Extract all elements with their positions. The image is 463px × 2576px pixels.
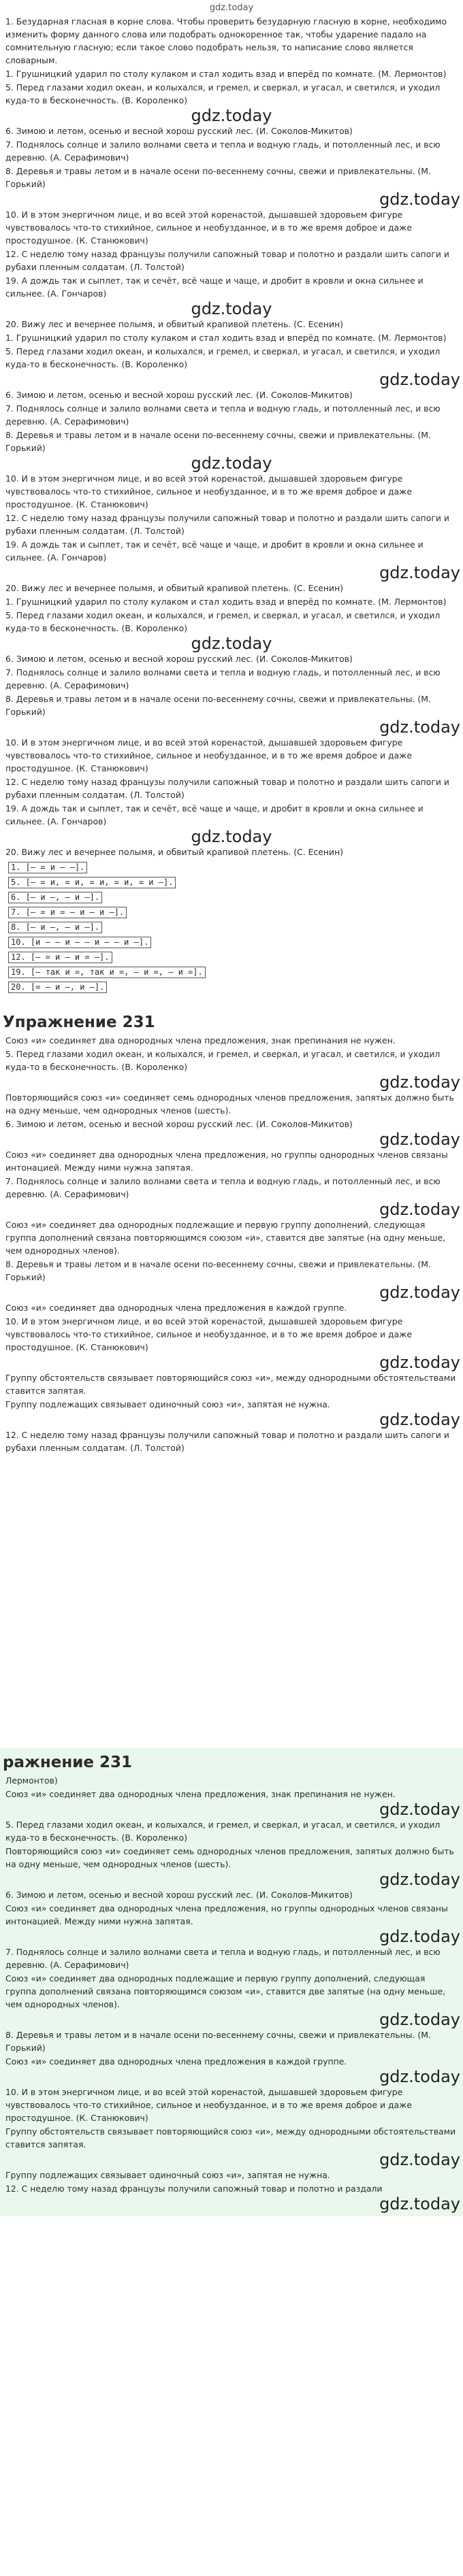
paragraph: 1. Грушницкий ударил по столу кулаком и стал ходить взад и вперёд по комнате. (М. Лермонтов) [5,333,447,343]
paragraph: 1. Грушницкий ударил по столу кулаком и стал ходить взад и вперёд по комнате. (М. Лермонтов) [5,69,447,79]
scheme-line [8,920,455,935]
watermark: gdz.today [191,827,272,846]
paragraph: Группу подлежащих связывает одиночный союз «и», запятая не нужна. [5,1399,330,1409]
paragraph: 12. С неделю тому назад французы получили сапожный товар и полотно и раздали шить сапоги и рубахи пленным солдатам. (Л. Толстой) [5,1430,449,1453]
paragraph: Союз «и» соединяет два однородных члена предложения в каждой группе. [5,1303,347,1313]
watermark: gdz.today [379,2010,460,2029]
watermark: gdz.today [379,1283,460,1302]
paragraph: Союз «и» соединяет два однородных члена предложения в каждой группе. [5,2056,347,2067]
explanations-list [3,1034,460,1454]
watermark: gdz.today [379,563,460,582]
watermark: gdz.today [191,106,272,125]
paragraph: 20. Вижу лес и вечернее полымя, и обвитый крапивой плетень. (С. Есенин) [5,847,344,857]
scheme-box: 8. [— и —, — и —]. [8,922,102,933]
paragraph: Союз «и» соединяет два однородных члена предложения, но группы однородных членов связаны интонацией. Между ними нужна запятая. [5,1903,448,1926]
scheme-line [8,890,455,905]
watermark: gdz.today [379,190,460,209]
scheme-box: 10. [и — — и — — и — — и —]. [8,937,151,948]
paragraph: 7. Поднялось солнце и залило волнами света и тепла и водную гладь, и потолленный лес, и всю деревню. (А. Серафимович) [5,139,441,163]
section-explanations [0,1034,463,1748]
paragraph: 1. Безударная гласная в корне слова. Чтобы проверить безударную гласную в корне, необходимо изменить форму данного слова или подобрать однокоренное так, чтобы ударение падало на сомнительную гласную; если такое слово подобрать нельзя, то написание слово является словарным. [5,16,447,65]
paragraph: 7. Поднялось солнце и залило волнами света и тепла и водную гладь, и потолленный лес, и всю деревню. (А. Серафимович) [5,403,441,426]
watermark: gdz.today [379,370,460,389]
paragraph: Лермонтов) [5,1775,58,1786]
paragraph: 10. И в этом энергичном лице, и во всей этой коренастой, дышавшей здоровьем фигуре чувствовалось что-то стихийное, сильное и необузданное, и в то же время доброе и даже простодушное. (К. Станюкович) [5,1316,412,1352]
paragraph: Союз «и» соединяет два однородных члена предложения, знак препинания не нужен. [5,1789,396,1799]
paragraph: 8. Деревья и травы летом и в начале осени по-весеннему сочны, свежи и привлекательны. (М. Горький) [5,2030,431,2053]
watermark: gdz.today [191,299,272,318]
paragraph: 6. Зимою и летом, осенью и весной хорош русский лес. (И. Соколов-Микитов) [5,654,353,664]
paragraph: 6. Зимою и летом, осенью и весной хорош русский лес. (И. Соколов-Микитов) [5,390,353,400]
schemes-list [3,858,460,996]
paragraph: 10. И в этом энергичном лице, и во всей этой коренастой, дышавшей здоровьем фигуре чувствовалось что-то стихийное, сильное и необузданное, и в то же время доброе и даже простодушное. (К. Станюкович) [5,473,412,509]
paragraph: Повторяющийся союз «и» соединяет семь однородных членов предложения, запятых должно быть на одну меньше, чем однородных членов (шесть). [5,1092,454,1116]
paragraph: 20. Вижу лес и вечернее полымя, и обвитый крапивой плетень. (С. Есенин) [5,583,344,593]
scheme-line [8,950,455,965]
paragraph: 5. Перед глазами ходил океан, и колыхался, и гремел, и сверкал, и угасал, и светился, и уходил куда-то в бесконечность. (В. Короленко) [5,1820,441,1843]
explanations-repeat-list [3,1774,460,2213]
paragraph: Союз «и» соединяет два однородных подлежащие и первую группу дополнений, следующая группа дополнений связана повторяющимся союзом «и», ставится две запятые (на одну меньше, чем однородных членов). [5,1973,446,2009]
scheme-line [8,875,455,890]
answers-list [3,15,460,858]
section-answers [0,15,463,1008]
scheme-line [8,935,455,950]
paragraph: Группу обстоятельств связывает повторяющийся союз «и», между однородными обстоятельствами ставится запятая. [5,2126,456,2150]
paragraph: 5. Перед глазами ходил океан, и колыхался, и гремел, и сверкал, и угасал, и светился, и уходил куда-то в бесконечность. (В. Короленко) [5,82,441,105]
scheme-box: 12. [— = и — и = —]. [8,952,112,963]
watermark: gdz.today [191,454,272,473]
paragraph: 10. И в этом энергичном лице, и во всей этой коренастой, дышавшей здоровьем фигуре чувствовалось что-то стихийное, сильное и необузданное, и в то же время доброе и даже простодушное. (К. Станюкович) [5,210,412,246]
watermark: gdz.today [379,718,460,737]
paragraph: 12. С неделю тому назад французы получили сапожный товар и полотно и раздали шить сапоги и рубахи пленным солдатам. (Л. Толстой) [5,777,449,800]
scheme-box: 20. [= — и —, и —]. [8,982,107,993]
paragraph: 19. А дождь так и сыплет, так и сечёт, всё чаще и чаще, и дробит в кровли и окна сильнее и сильнее. (А. Гончаров) [5,539,424,563]
watermark: gdz.today [379,1800,460,1819]
paragraph: 7. Поднялось солнце и залило волнами света и тепла и водную гладь, и потолленный лес, и всю деревню. (А. Серафимович) [5,1947,441,1970]
paragraph: 6. Зимою и летом, осенью и весной хорош русский лес. (И. Соколов-Микитов) [5,126,353,136]
paragraph: Повторяющийся союз «и» соединяет семь однородных членов предложения, запятых должно быть на одну меньше, чем однородных членов (шесть). [5,1846,454,1869]
paragraph: 7. Поднялось солнце и залило волнами света и тепла и водную гладь, и потолленный лес, и всю деревню. (А. Серафимович) [5,667,441,690]
paragraph: 1. Грушницкий ударил по столу кулаком и стал ходить взад и вперёд по комнате. (М. Лермонтов) [5,597,447,607]
paragraph: Группу обстоятельств связывает повторяющийся союз «и», между однородными обстоятельствами ставится запятая. [5,1373,456,1396]
watermark: gdz.today [379,1200,460,1219]
paragraph: Союз «и» соединяет два однородных подлежащие и первую группу дополнений, следующая группа дополнений связана повторяющимся союзом «и», ставится две запятые (на одну меньше, чем однородных членов). [5,1220,446,1256]
paragraph: 6. Зимою и летом, осенью и весной хорош русский лес. (И. Соколов-Микитов) [5,1119,353,1129]
paragraph: 12. С неделю тому назад французы получили сапожный товар и полотно и раздали шить сапоги и рубахи пленным солдатам. (Л. Толстой) [5,249,449,272]
paragraph: 5. Перед глазами ходил океан, и колыхался, и гремел, и сверкал, и угасал, и светился, и уходил куда-то в бесконечность. (В. Короленко) [5,346,441,369]
scheme-line [8,980,455,994]
paragraph: 8. Деревья и травы летом и в начале осени по-весеннему сочны, свежи и привлекательны. (М. Горький) [5,694,431,717]
scheme-box: 6. [— и —, — и —]. [8,892,102,903]
paragraph: 20. Вижу лес и вечернее полымя, и обвитый крапивой плетень. (С. Есенин) [5,319,344,329]
paragraph: 19. А дождь так и сыплет, так и сечёт, всё чаще и чаще, и дробит в кровли и окна сильнее и сильнее. (А. Гончаров) [5,275,424,299]
paragraph: 12. С неделю тому назад французы получили сапожный товар и полотно и раздали [5,2184,383,2194]
watermark: gdz.today [379,1130,460,1149]
watermark: gdz.today [379,1073,460,1092]
watermark-top: gdz.today [209,3,254,13]
watermark: gdz.today [379,2194,460,2213]
scheme-box: 7. [— = и = — и — и —]. [8,907,127,918]
paragraph: 6. Зимою и летом, осенью и весной хорош русский лес. (И. Соколов-Микитов) [5,1890,353,1900]
watermark: gdz.today [379,1927,460,1946]
watermark: gdz.today [379,1870,460,1889]
scheme-box: 1. [— = и — —]. [8,862,87,873]
paragraph: Союз «и» соединяет два однородных члена предложения, знак препинания не нужен. [5,1035,396,1046]
paragraph: 10. И в этом энергичном лице, и во всей этой коренастой, дышавшей здоровьем фигуре чувствовалось что-то стихийное, сильное и необузданное, и в то же время доброе и даже простодушное. (К. Станюкович) [5,737,412,773]
paragraph: 8. Деревья и травы летом и в начале осени по-весеннему сочны, свежи и привлекательны. (М. Горький) [5,1259,431,1282]
paragraph: Союз «и» соединяет два однородных члена предложения, но группы однородных членов связаны интонацией. Между ними нужна запятая. [5,1150,448,1173]
paragraph: 12. С неделю тому назад французы получили сапожный товар и полотно и раздали шить сапоги и рубахи пленным солдатам. (Л. Толстой) [5,513,449,536]
watermark: gdz.today [379,2150,460,2169]
scheme-line [8,965,455,980]
paragraph: 8. Деревья и травы летом и в начале осени по-весеннему сочны, свежи и привлекательны. (М. Горький) [5,166,431,189]
exercise-heading: Упражнение 231 [3,1014,155,1031]
watermark: gdz.today [191,634,272,653]
watermark: gdz.today [379,2067,460,2086]
scheme-line [8,860,455,875]
paragraph: 10. И в этом энергичном лице, и во всей этой коренастой, дышавшей здоровьем фигуре чувствовалось что-то стихийное, сильное и необузданное, и в то же время доброе и даже простодушное. (К. Станюкович) [5,2087,412,2123]
scheme-line [8,905,455,920]
scheme-box: 19. [— так и =, так и =, — и =, — и =]. [8,967,206,978]
paragraph: 5. Перед глазами ходил океан, и колыхался, и гремел, и сверкал, и угасал, и светился, и уходил куда-то в бесконечность. (В. Короленко) [5,610,441,633]
exercise-heading-2: ражнение 231 [3,1754,132,1771]
scheme-box: 5. [— = и, = и, = и, = и, = и —]. [8,877,176,888]
watermark: gdz.today [379,1410,460,1429]
section-explanations-repeat [0,1774,463,2216]
paragraph: 5. Перед глазами ходил океан, и колыхался, и гремел, и сверкал, и угасал, и светился, и уходил куда-то в бесконечность. (В. Короленко) [5,1049,441,1072]
paragraph: 19. А дождь так и сыплет, так и сечёт, всё чаще и чаще, и дробит в кровли и окна сильнее и сильнее. (А. Гончаров) [5,803,424,826]
paragraph: Группу подлежащих связывает одиночный союз «и», запятая не нужна. [5,2170,330,2180]
paragraph: 7. Поднялось солнце и залило волнами света и тепла и водную гладь, и потолленный лес, и всю деревню. (А. Серафимович) [5,1176,441,1199]
watermark: gdz.today [379,1353,460,1372]
paragraph: 8. Деревья и травы летом и в начале осени по-весеннему сочны, свежи и привлекательны. (М. Горький) [5,430,431,453]
